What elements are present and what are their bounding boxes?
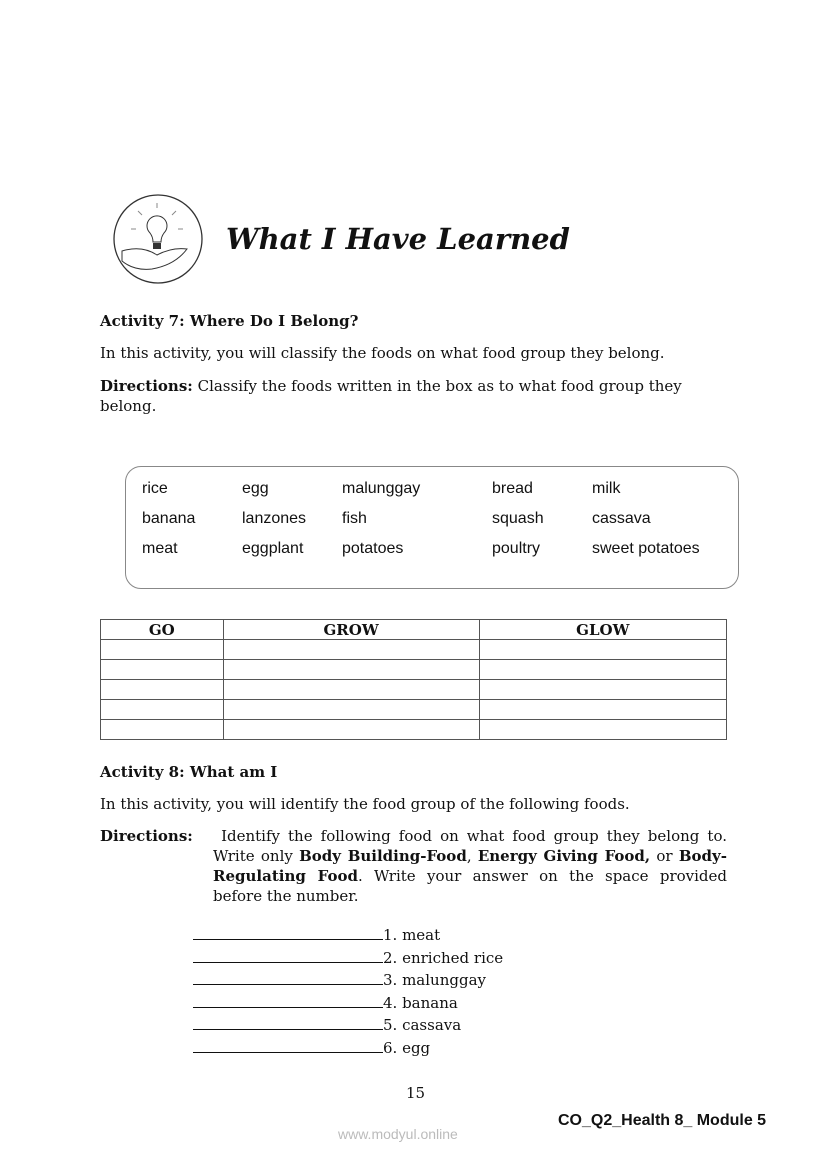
col-go: GO [101, 620, 224, 640]
food-item: rice [142, 480, 168, 497]
answer-cell[interactable] [101, 660, 224, 680]
food-item: malunggay [342, 480, 421, 497]
answer-cell[interactable] [101, 700, 224, 720]
food-item: eggplant [242, 540, 304, 557]
page-number: 15 [406, 1084, 426, 1102]
food-item: squash [492, 510, 544, 527]
bold-term: Body-Regulating Food [213, 847, 727, 885]
answer-item [193, 948, 503, 968]
item-label: 2. enriched rice [383, 948, 504, 967]
answer-cell[interactable] [223, 680, 479, 700]
food-item: sweet potatoes [592, 540, 700, 557]
bold-term: Energy Giving Food, [477, 847, 651, 865]
answer-cell[interactable] [479, 720, 726, 740]
answer-item [193, 1015, 461, 1035]
directions-label: Directions: [100, 377, 193, 395]
answer-blank[interactable] [193, 925, 383, 940]
text: Identify the following food on what food group they belong to. Write only [213, 827, 727, 865]
food-item: cassava [592, 510, 651, 527]
activity7-intro: In this activity, you will classify the foods on what food group they belong. [100, 344, 665, 362]
answer-item [193, 993, 458, 1013]
table-row [101, 680, 727, 700]
answer-blank[interactable] [193, 1015, 383, 1030]
food-item: milk [592, 480, 621, 497]
col-grow: GROW [223, 620, 479, 640]
food-item: fish [342, 510, 367, 527]
answer-blank[interactable] [193, 970, 383, 985]
activity8-heading: Activity 8: What am I [100, 763, 278, 781]
food-item: bread [492, 480, 533, 497]
answer-item [193, 925, 440, 945]
item-label: 6. egg [383, 1039, 431, 1057]
watermark: www.modyul.online [338, 1126, 458, 1142]
item-label: 4. banana [383, 993, 458, 1012]
col-glow: GLOW [479, 620, 726, 640]
food-item: egg [242, 480, 269, 497]
text: . Write your answer on the space provided before the number. [213, 867, 727, 905]
food-item: lanzones [242, 510, 307, 527]
food-item: banana [142, 510, 196, 527]
module-code: CO_Q2_Health 8_ Module 5 [558, 1112, 767, 1129]
item-label: 3. malunggay [383, 971, 486, 990]
activity8-intro: In this activity, you will identify the food group of the following foods. [100, 795, 630, 813]
item-label: 5. cassava [383, 1016, 462, 1035]
answer-cell[interactable] [223, 640, 479, 660]
food-item: meat [142, 540, 178, 557]
text: or [650, 847, 679, 865]
answer-cell[interactable] [101, 680, 224, 700]
food-item: poultry [492, 540, 541, 557]
answer-cell[interactable] [101, 640, 224, 660]
table-row [101, 660, 727, 680]
activity8-directions [213, 826, 727, 906]
answer-cell[interactable] [479, 660, 726, 680]
answer-cell[interactable] [479, 700, 726, 720]
item-label: 1. meat [383, 926, 441, 944]
answer-item [193, 1038, 430, 1058]
activity7-heading: Activity 7: Where Do I Belong? [100, 312, 359, 330]
directions-text: Classify the foods written in the box as to what food group they belong. [100, 377, 682, 415]
answer-blank[interactable] [193, 948, 383, 963]
bold-term: Body Building-Food [299, 847, 467, 865]
page-title: What I Have Learned [226, 222, 570, 256]
table-row [101, 700, 727, 720]
answer-blank[interactable] [193, 1038, 383, 1053]
answer-cell[interactable] [479, 680, 726, 700]
table-row [101, 640, 727, 660]
activity7-directions [100, 376, 727, 416]
classification-table [100, 619, 727, 740]
table-row [101, 720, 727, 740]
answer-cell[interactable] [479, 640, 726, 660]
text: , [466, 847, 478, 865]
answer-cell[interactable] [101, 720, 224, 740]
answer-cell[interactable] [223, 660, 479, 680]
directions-label: Directions: [100, 827, 193, 845]
food-box [125, 466, 739, 589]
answer-cell[interactable] [223, 700, 479, 720]
answer-cell[interactable] [223, 720, 479, 740]
lightbulb-hand-icon [112, 193, 204, 285]
answer-item [193, 970, 486, 990]
food-item: potatoes [342, 540, 404, 557]
answer-blank[interactable] [193, 993, 383, 1008]
